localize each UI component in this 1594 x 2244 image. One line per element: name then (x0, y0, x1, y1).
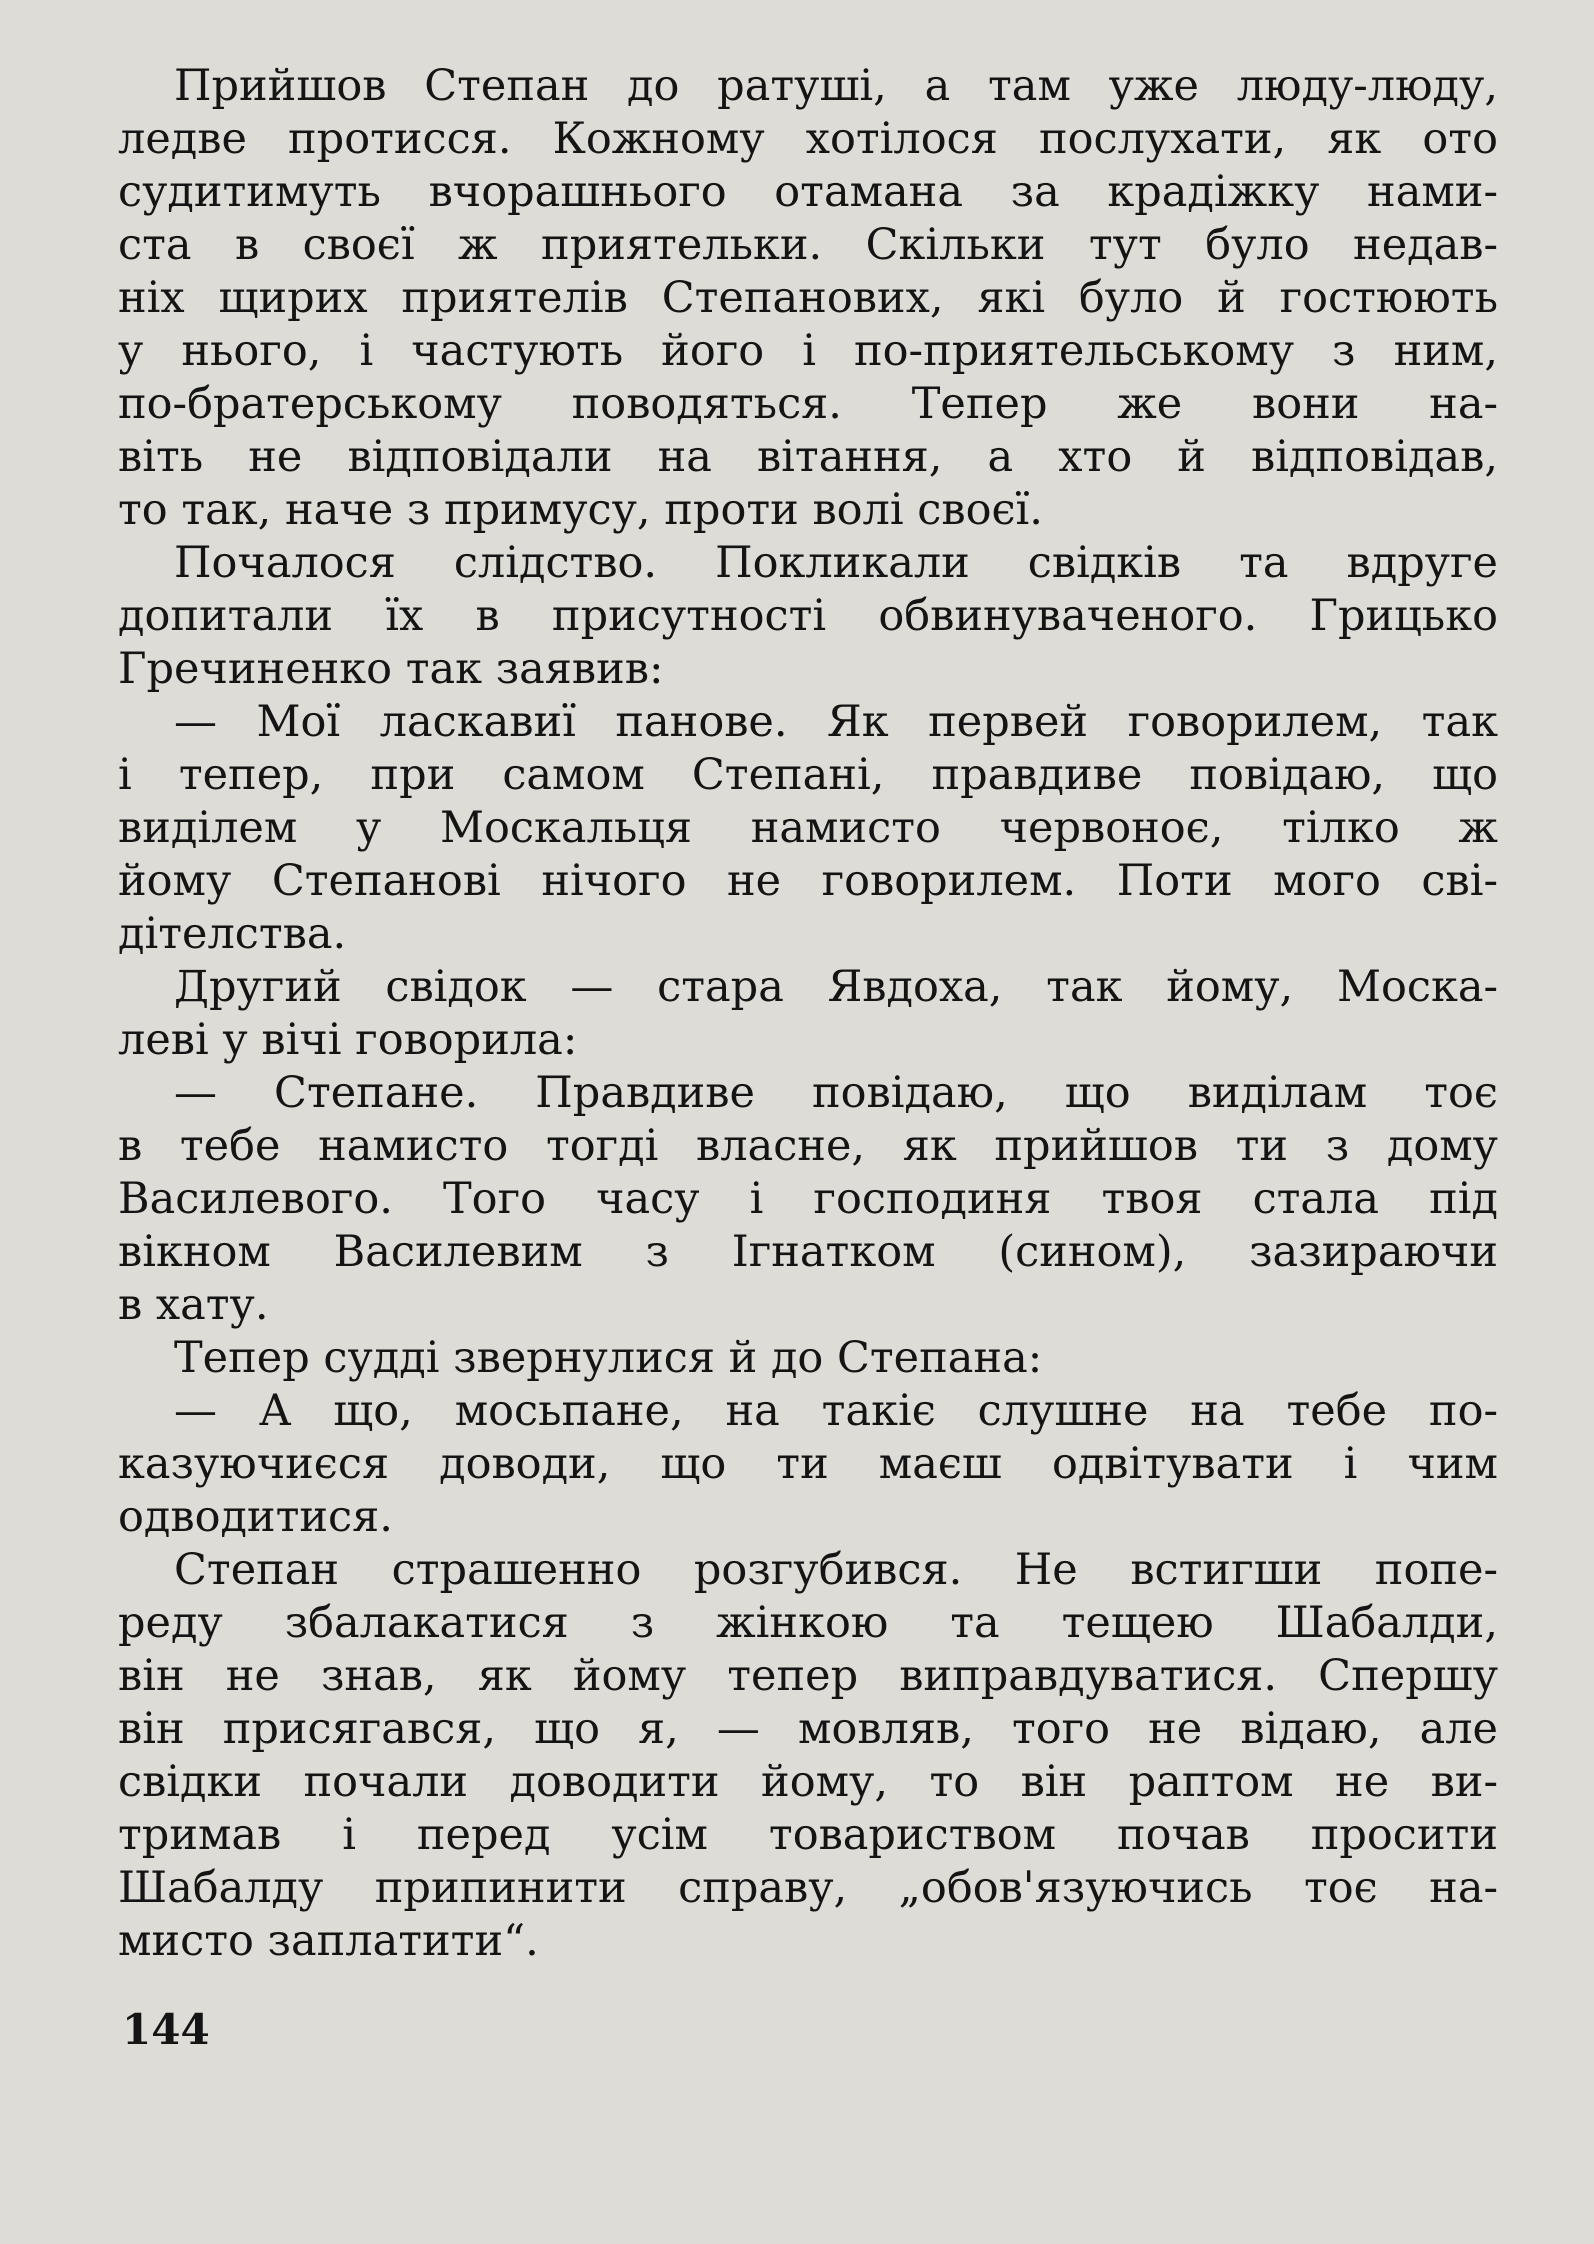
text-line: реду збалакатися з жінкою та тещею Шабалди, (118, 1598, 1498, 1648)
body-text (118, 60, 1498, 1968)
text-line: Тепер судді звернулися й до Степана: (174, 1333, 1043, 1383)
text-line: одводитися. (118, 1492, 393, 1542)
text-line: у нього, і частують його і по-приятельському з ним, (118, 326, 1498, 376)
text-line: Прийшов Степан до ратуші, а там уже люду-люду, (174, 61, 1498, 111)
text-line: то так, наче з примусу, проти волі своєї. (118, 485, 1043, 535)
text-line: в тебе намисто тогді власне, як прийшов ти з дому (118, 1121, 1498, 1171)
text-line: Почалося слідство. Покликали свідків та вдруге (174, 538, 1498, 588)
text-line: він присягався, що я, — мовляв, того не відаю, але (118, 1704, 1498, 1754)
text-line: мисто заплатити“. (118, 1916, 539, 1966)
text-line: в хату. (118, 1280, 269, 1330)
text-line: він не знав, як йому тепер виправдуватися. Спершу (118, 1651, 1498, 1701)
text-line: Степан страшенно розгубився. Не встигши попе- (174, 1545, 1498, 1595)
text-line: Другий свідок — стара Явдоха, так йому, Моска- (174, 962, 1498, 1012)
text-line: казуючиєся доводи, що ти маєш одвітувати і чим (118, 1439, 1498, 1489)
text-line: леві у вічі говорила: (118, 1015, 578, 1065)
text-line: ніх щирих приятелів Степанових, які було й гостюють (118, 273, 1498, 323)
text-line: — А що, мосьпане, на такіє слушне на тебе по- (174, 1386, 1498, 1436)
text-line: Гречиненко так заявив: (118, 644, 664, 694)
text-line: Шабалду припинити справу, „обов'язуючись тоє на- (118, 1863, 1498, 1913)
text-line: виділем у Москальця намисто червоноє, тілко ж (118, 803, 1498, 853)
text-line: допитали їх в присутності обвинуваченого. Грицько (118, 591, 1498, 641)
text-line: судитимуть вчорашнього отамана за крадіжку нами- (118, 167, 1498, 217)
text-line: свідки почали доводити йому, то він раптом не ви- (118, 1757, 1498, 1807)
text-line: Василевого. Того часу і господиня твоя стала під (118, 1174, 1498, 1224)
text-line: тримав і перед усім товариством почав просити (118, 1810, 1498, 1860)
text-line: віть не відповідали на вітання, а хто й відповідав, (118, 432, 1498, 482)
text-line: — Мої ласкавиї панове. Як первей говорилем, так (174, 697, 1498, 747)
text-line: по-братерському поводяться. Тепер же вони на- (118, 379, 1498, 429)
page-number: 144 (122, 2005, 210, 2054)
text-line: йому Степанові нічого не говорилем. Поти мого сві- (118, 856, 1498, 906)
text-line: ледве протисся. Кожному хотілося послухати, як ото (118, 114, 1498, 164)
text-line: вікном Василевим з Ігнатком (сином), зазираючи (118, 1227, 1498, 1277)
text-line: — Степане. Правдиве повідаю, що виділам тоє (174, 1068, 1498, 1118)
text-line: дітелства. (118, 909, 347, 959)
text-line: ста в своєї ж приятельки. Скільки тут було недав- (118, 220, 1498, 270)
text-line: і тепер, при самом Степані, правдиве повідаю, що (118, 750, 1498, 800)
